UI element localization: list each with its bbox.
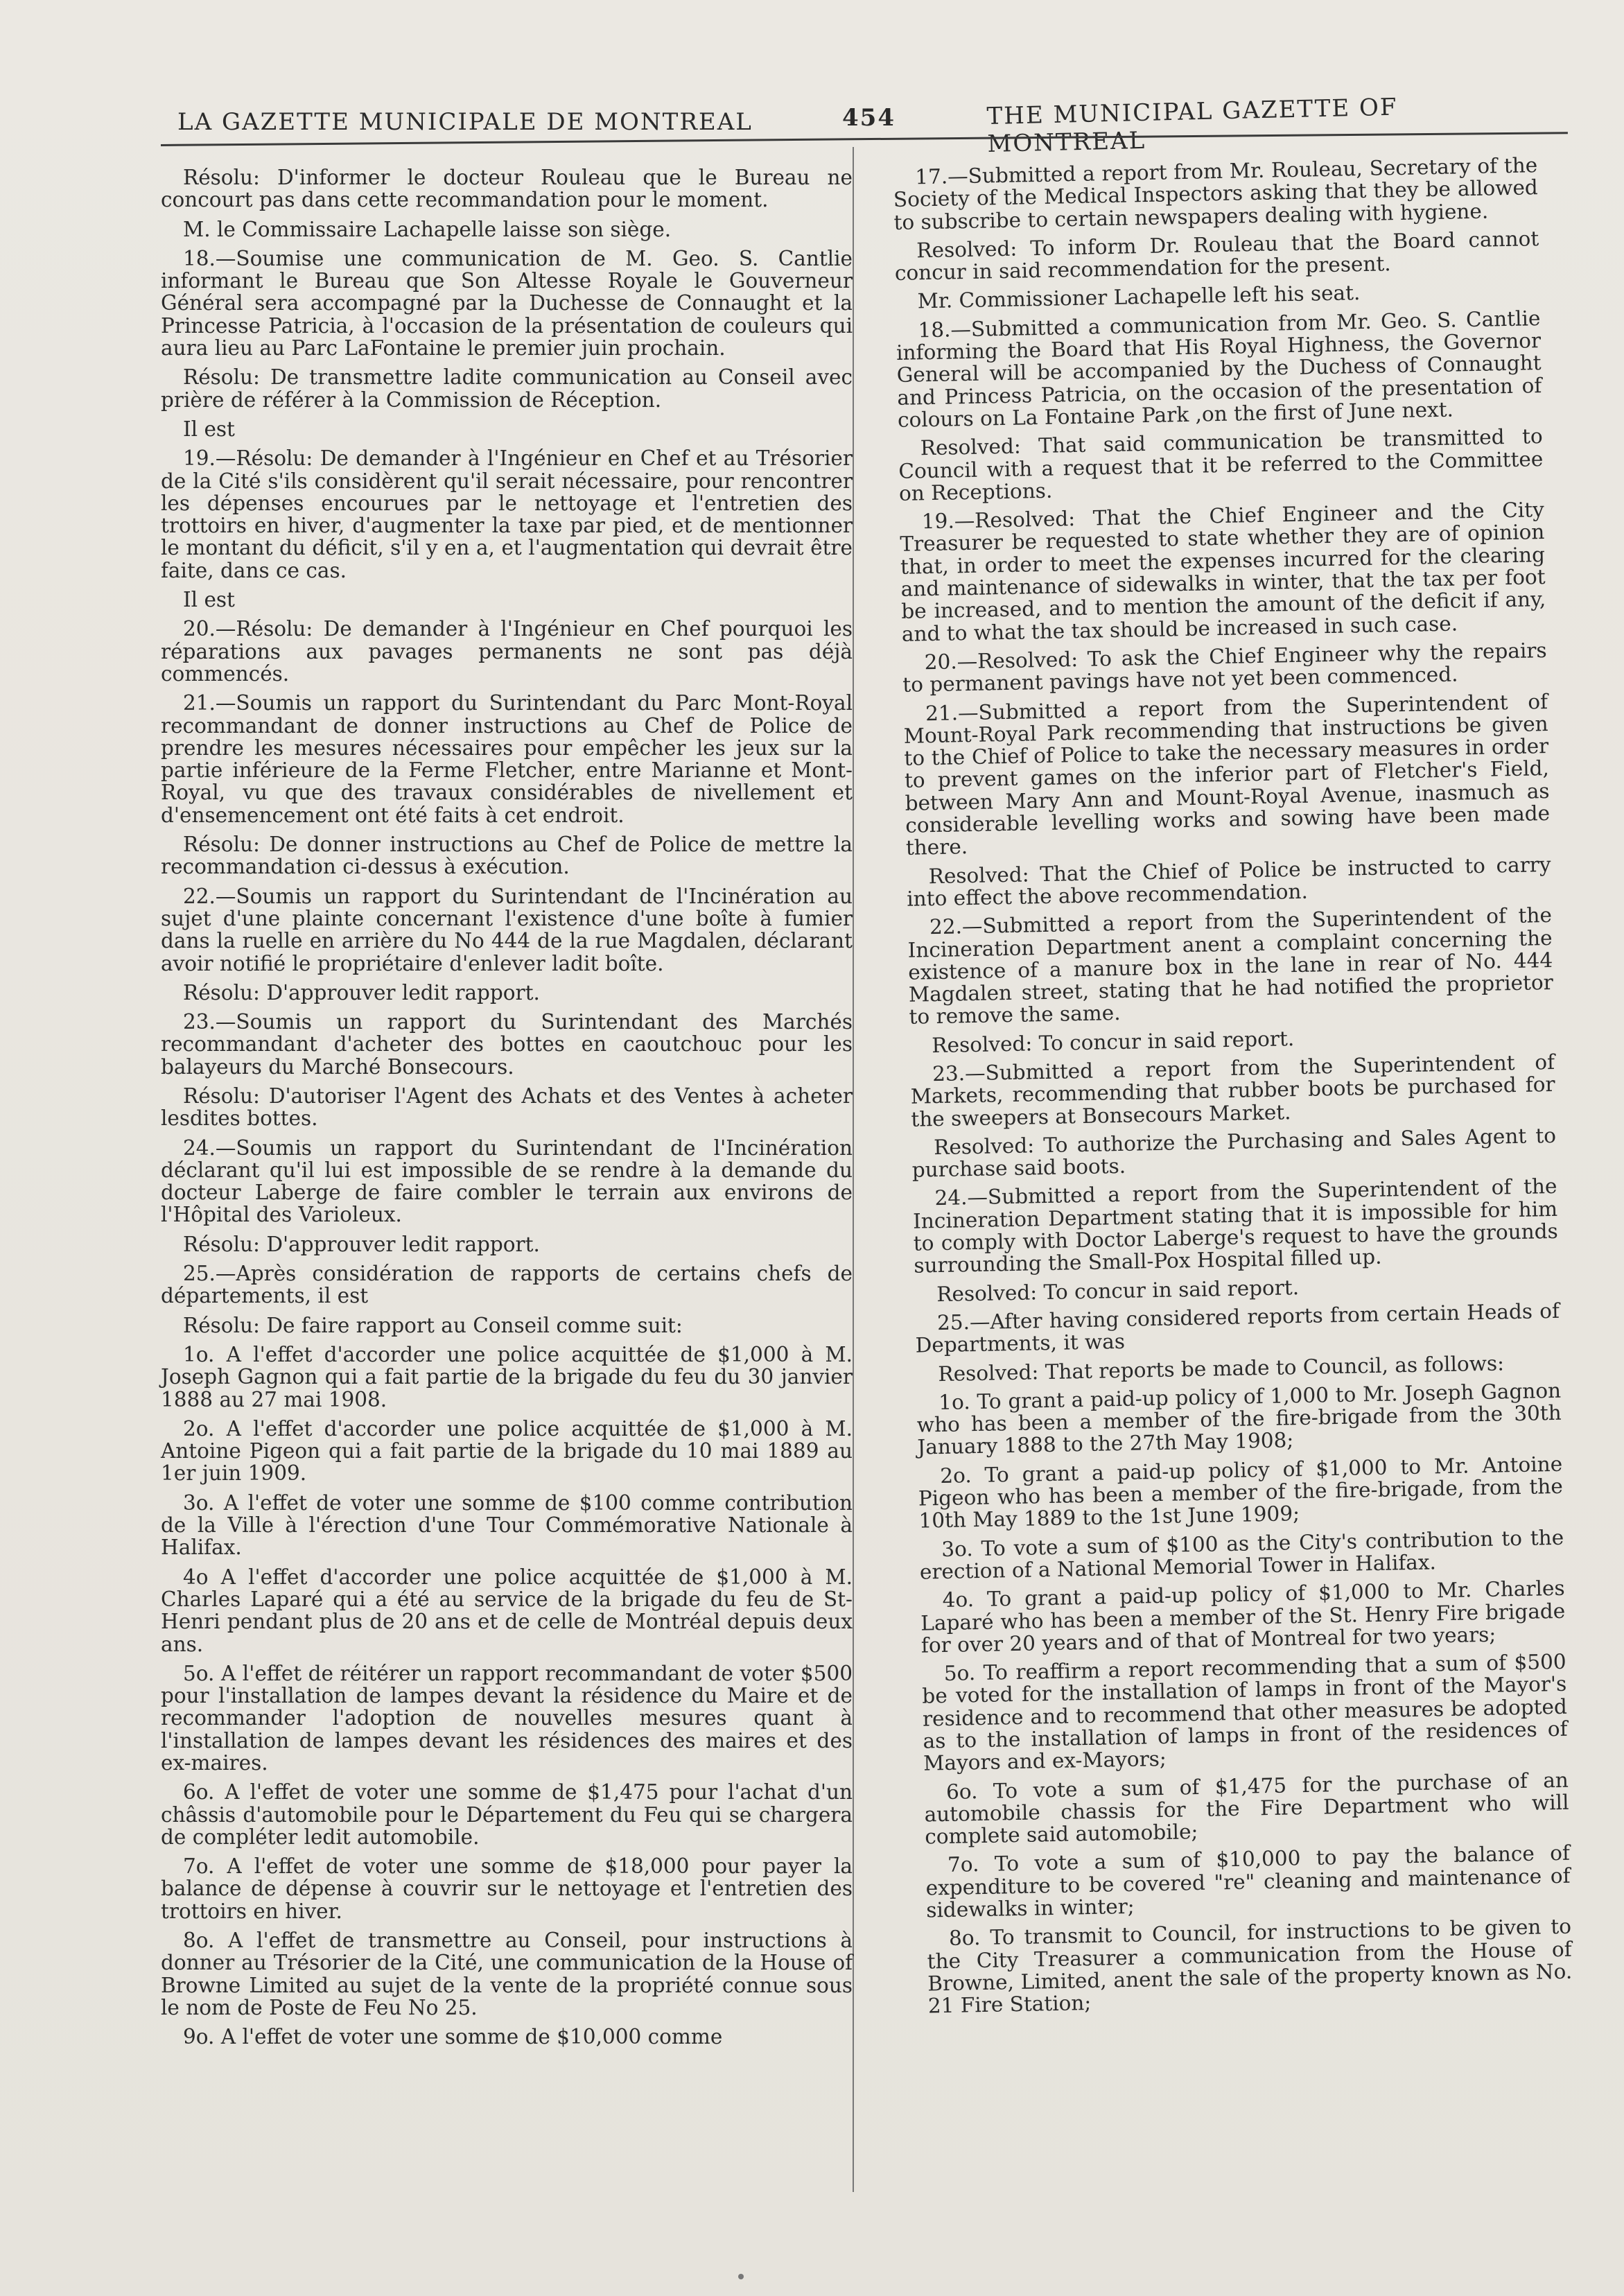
french-paragraph: Il est bbox=[183, 588, 235, 612]
french-paragraph: 8o. A l'effet de transmettre au Conseil, pour instructions à donner au Trésorier de la Cité, une communication de la House of Browne Limited au sujet de la vente de la propriété connue sous le nom de Poste de Feu No 25. bbox=[161, 1929, 853, 2019]
french-paragraph: Résolu: De faire rapport au Conseil comme suit: bbox=[183, 1313, 683, 1337]
french-paragraph: 19.—Résolu: De demander à l'Ingénieur en Chef et au Trésorier de la Cité s'ils considèrent qu'il serait nécessaire, pour rencontrer les dépenses encourues par le nettoyage et l'entretien des trottoirs en hiver, d'augmenter la taxe par pied, et de mentionner le montant du déficit, s'il y en a, et l'augmentation qui devrait être faite, dans ce cas. bbox=[161, 446, 853, 582]
english-paragraph: 4o. To grant a paid-up policy of $1,000 to Mr. Charles Laparé who has been a member of the St. Henry Fire brigade for over 20 years and of that of Montreal for two years; bbox=[920, 1576, 1566, 1658]
french-paragraph: Résolu: D'approuver ledit rapport. bbox=[183, 980, 540, 1004]
page-number: 454 bbox=[842, 104, 896, 132]
french-paragraph: Il est bbox=[183, 417, 235, 441]
english-paragraph: 17.—Submitted a report from Mr. Rouleau, Secretary of the Society of the Medical Inspectors asking that they be allowed to subscribe to certain newspapers dealing with hygiene. bbox=[893, 153, 1539, 234]
english-column bbox=[893, 154, 1573, 2024]
french-paragraph: 2o. A l'effet d'accorder une police acquittée de $1,000 à M. Antoine Pigeon qui a fait partie de la brigade du 10 mai 1889 au 1er juin 1909. bbox=[161, 1416, 853, 1486]
english-paragraph: Resolved: To concur in said report. bbox=[936, 1275, 1300, 1306]
english-paragraph: 5o. To reaffirm a report recommending that a sum of $500 be voted for the installation of lamps in front of the Mayor's residence and to recommend that other measures be adopted as to the installation of lamps in front of the residences of Mayors and ex-Mayors; bbox=[922, 1649, 1568, 1775]
ink-speck bbox=[738, 2274, 744, 2279]
column-divider bbox=[853, 147, 854, 2192]
french-paragraph: Résolu: D'approuver ledit rapport. bbox=[183, 1232, 540, 1256]
french-paragraph: 6o. A l'effet de voter une somme de $1,475 pour l'achat d'un châssis d'automobile pour le Département du Feu qui se chargera de compléter ledit automobile. bbox=[161, 1780, 853, 1849]
french-paragraph: 22.—Soumis un rapport du Surintendant de l'Incinération au sujet d'une plainte concernant l'existence d'une boîte à fumier dans la ruelle en arrière du No 444 de la rue Magdalen, déclarant avoir notifié le propriétaire d'enlever ladit boîte. bbox=[161, 884, 853, 975]
french-paragraph: 4o A l'effet d'accorder une police acquittée de $1,000 à M. Charles Laparé qui a été au service de la brigade du feu de St-Henri pendant plus de 20 ans et de celle de Montréal depuis deux ans. bbox=[161, 1565, 853, 1656]
english-paragraph: Resolved: To concur in said report. bbox=[932, 1026, 1295, 1057]
english-paragraph: Mr. Commissioner Lachapelle left his seat. bbox=[917, 281, 1361, 313]
english-paragraph: 20.—Resolved: To ask the Chief Engineer why the repairs to permanent pavings have not yet been commenced. bbox=[902, 638, 1547, 697]
english-paragraph: Resolved: To inform Dr. Rouleau that the Board cannot concur in said recommendation for the present. bbox=[894, 227, 1539, 286]
english-paragraph: 21.—Submitted a report from the Superintendent of Mount-Royal Park recommending that instructions be given to the Chief of Police to take the necessary measures in order to prevent games on the inferior part of Fletcher's Field, between Mary Ann and Mount-Royal Avenue, inasmuch as considerable levelling works and sowing have been made there. bbox=[903, 689, 1551, 860]
english-paragraph: 7o. To vote a sum of $10,000 to pay the balance of expenditure to be covered "re" cleaning and maintenance of sidewalks in winter; bbox=[925, 1841, 1571, 1922]
french-paragraph: 1o. A l'effet d'accorder une police acquittée de $1,000 à M. Joseph Gagnon qui a fait partie de la brigade du feu du 30 janvier 1888 au 27 mai 1908. bbox=[161, 1342, 853, 1411]
french-paragraph: 24.—Soumis un rapport du Surintendant de l'Incinération déclarant qu'il lui est impossible de se rendre à la demande du docteur Laberge de faire combler le terrain aux environs de l'Hôpital des Varioleux. bbox=[161, 1136, 853, 1227]
french-column bbox=[161, 166, 853, 2055]
english-paragraph: 22.—Submitted a report from the Superintendent of the Incineration Department anent a complaint concerning the existence of a manure box in the lane in rear of No. 444 Magdalen street, stating that he had notified the proprietor to remove the same. bbox=[907, 903, 1554, 1029]
english-paragraph: Resolved: That said communication be transmitted to Council with a request that it be referred to the Committee on Receptions. bbox=[898, 424, 1544, 505]
french-paragraph: M. le Commissaire Lachapelle laisse son siège. bbox=[183, 217, 672, 241]
french-paragraph: 25.—Après considération de rapports de certains chefs de départements, il est bbox=[161, 1262, 853, 1308]
english-paragraph: 18.—Submitted a communication from Mr. Geo. S. Cantlie informing the Board that His Royal Highness, the Governor General will be accompanied by the Duchess of Connaught and Princess Patricia, on the occasion of the presentation of colours on La Fontaine Park ,on the first of June next. bbox=[896, 306, 1542, 432]
english-paragraph: 25.—After having considered reports from certain Heads of Departments, it was bbox=[915, 1298, 1560, 1357]
english-paragraph: 1o. To grant a paid-up policy of 1,000 to Mr. Joseph Gagnon who has been a member of the fire-brigade from the 30th January 1888 to the 27th May 1908; bbox=[916, 1378, 1562, 1460]
french-paragraph: 23.—Soumis un rapport du Surintendant des Marchés recommandant d'acheter des bottes en caoutchouc pour les balayeurs du Marché Bonsecours. bbox=[161, 1010, 853, 1079]
french-paragraph: 20.—Résolu: De demander à l'Ingénieur en Chef pourquoi les réparations aux pavages permanents ne sont pas déjà commencés. bbox=[161, 617, 853, 686]
english-paragraph: 23.—Submitted a report from the Superintendent of Markets, recommending that rubber boots be purchased for the sweepers at Bonsecours Market. bbox=[910, 1050, 1555, 1131]
english-paragraph: Resolved: That the Chief of Police be instructed to carry into effect the above recommendation. bbox=[906, 852, 1551, 911]
french-paragraph: Résolu: De transmettre ladite communication au Conseil avec prière de référer à la Commission de Réception. bbox=[161, 365, 853, 412]
header-english-title: THE MUNICIPAL GAZETTE OF MONTREAL bbox=[986, 93, 1398, 158]
french-paragraph: 18.—Soumise une communication de M. Geo. S. Cantlie informant le Bureau que Son Altesse Royale le Gouverneur Général sera accompagné par la Duchesse de Connaught et la Princesse Patricia, à l'occasion de la présentation de couleurs qui aura lieu au Parc LaFontaine le premier juin prochain. bbox=[161, 246, 853, 360]
english-paragraph: 6o. To vote a sum of $1,475 for the purchase of an automobile chassis for the Fire Department who will complete said automobile; bbox=[924, 1768, 1569, 1849]
french-paragraph: Résolu: D'autoriser l'Agent des Achats et des Ventes à acheter lesdites bottes. bbox=[161, 1084, 853, 1131]
english-paragraph: 24.—Submitted a report from the Superintendent of the Incineration Department stating that it is impossible for him to comply with Doctor Laberge's request to have the grounds surrounding the Small-Pox Hospital filled up. bbox=[912, 1174, 1558, 1278]
page-header bbox=[166, 93, 1560, 158]
english-paragraph: Resolved: To authorize the Purchasing and Sales Agent to purchase said boots. bbox=[911, 1123, 1557, 1182]
french-paragraph: 3o. A l'effet de voter une somme de $100 comme contribution de la Ville à l'érection d'une Tour Commémorative Nationale à Halifax. bbox=[161, 1490, 853, 1560]
french-paragraph: 7o. A l'effet de voter une somme de $18,000 pour payer la balance de dépense à couvrir sur le nettoyage et l'entretien des trottoirs en hiver. bbox=[161, 1854, 853, 1923]
english-paragraph: 3o. To vote a sum of $100 as the City's contribution to the erection of a National Memorial Tower in Halifax. bbox=[919, 1525, 1564, 1584]
english-paragraph: Resolved: That reports be made to Council, as follows: bbox=[938, 1350, 1505, 1386]
english-paragraph: 2o. To grant a paid-up policy of $1,000 to Mr. Antoine Pigeon who has been a member of the fire-brigade, from the 10th May 1889 to the 1st June 1909; bbox=[918, 1452, 1564, 1533]
french-paragraph: 9o. A l'effet de voter une somme de $10,000 comme bbox=[183, 2025, 723, 2049]
french-paragraph: Résolu: D'informer le docteur Rouleau que le Bureau ne concourt pas dans cette recommandation pour le moment. bbox=[161, 166, 853, 212]
header-french-title: LA GAZETTE MUNICIPALE DE MONTREAL bbox=[177, 108, 753, 136]
french-paragraph: 5o. A l'effet de réitérer un rapport recommandant de voter $500 pour l'installation de lampes devant la résidence du Maire et de recommander l'adoption de nouvelles mesures quant à l'installation de lampes devant les résidences des maires et des ex-maires. bbox=[161, 1661, 853, 1775]
english-paragraph: 8o. To transmit to Council, for instructions to be given to the City Treasurer a communication from the House of Browne, Limited, anent the sale of the property known as No. 21 Fire Station; bbox=[927, 1915, 1573, 2018]
french-paragraph: 21.—Soumis un rapport du Surintendant du Parc Mont-Royal recommandant de donner instructions au Chef de Police de prendre les mesures nécessaires pour empêcher les jeux sur la partie inférieure de la Ferme Fletcher, entre Marianne et Mont-Royal, vu que des travaux considérables de nivellement et d'ensemencement ont été faits à cet endroit. bbox=[161, 691, 853, 827]
french-paragraph: Résolu: De donner instructions au Chef de Police de mettre la recommandation ci-dessus à exécution. bbox=[161, 833, 853, 879]
english-paragraph: 19.—Resolved: That the Chief Engineer and the City Treasurer be requested to state whether they are of opinion that, in order to meet the expenses incurred for the clearing and maintenance of sidewalks in winter, that the tax per foot be increased, and to mention the amount of the deficit if any, and to what the tax should be increased in such case. bbox=[900, 498, 1546, 646]
